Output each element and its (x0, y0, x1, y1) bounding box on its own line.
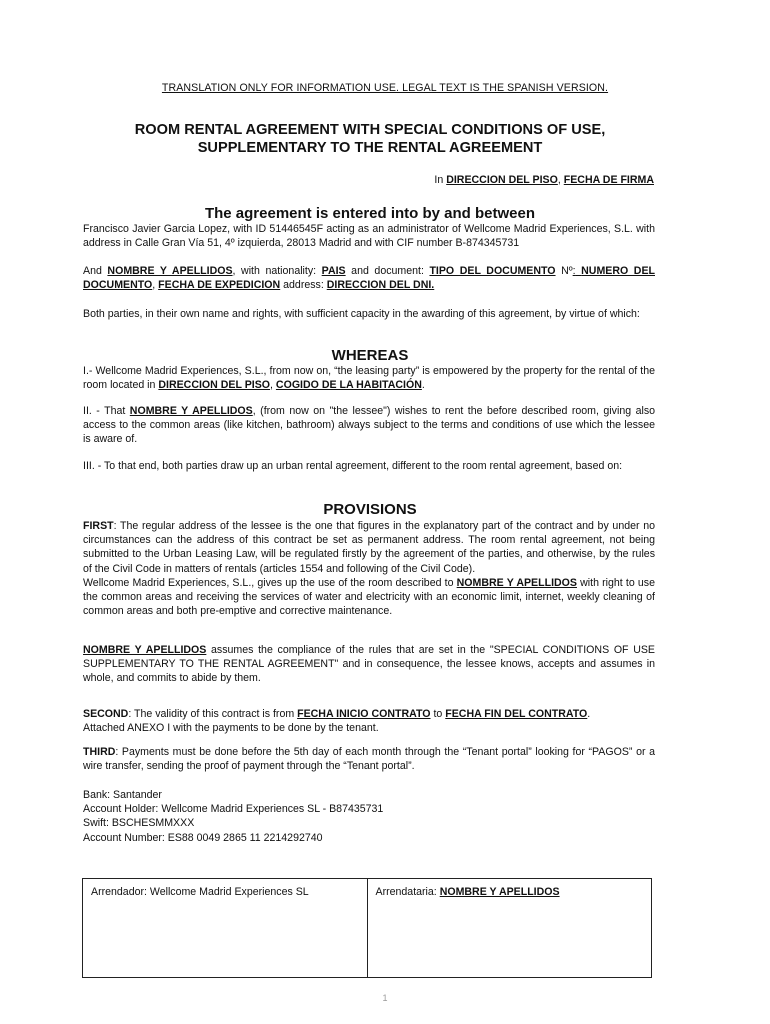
text: with right to use the common areas and receiving the services of water and electricity with an economic limit, internet, weekly cleaning of common areas and both pre-emptive and corrective maintenance. (83, 576, 655, 618)
whereas-heading: WHEREAS (331, 347, 409, 364)
whereas-2 (83, 404, 655, 447)
provision-second (83, 707, 655, 735)
lessor-signature-box[interactable] (83, 879, 368, 978)
place-separator: , (557, 174, 564, 186)
rules-paragraph (83, 643, 655, 686)
contract-end-field: FECHA FIN DEL CONTRATO (445, 708, 588, 720)
bank-details (83, 788, 655, 845)
title-line-1: ROOM RENTAL AGREEMENT WITH SPECIAL CONDITIONS OF USE, (134, 122, 606, 138)
text: , (152, 279, 159, 292)
document-number-field: NUMERO DEL DOCUMENTO (83, 265, 655, 292)
lessee-name-field: NOMBRE Y APELLIDOS (439, 886, 560, 898)
account-holder: Account Holder: Wellcome Madrid Experiences SL - B87435731 (83, 803, 384, 816)
text: II. - That (83, 405, 130, 417)
provision-third (83, 745, 655, 773)
text: . (421, 379, 425, 392)
text: I.- Wellcome Madrid Experiences, S.L., from now on, “the leasing party” is empowered by the property for the rental of the room located in (83, 365, 655, 392)
contract-start-field: FECHA INICIO CONTRATO (297, 708, 431, 720)
agreement-heading: The agreement is entered into by and between (204, 205, 536, 222)
second-clause (83, 707, 655, 721)
provisions-heading: PROVISIONS (323, 501, 417, 518)
text: And (83, 265, 108, 277)
lessee-name-field: NOMBRE Y APELLIDOS (129, 405, 253, 417)
administrator-paragraph: Francisco Javier Garcia Lopez, with ID 51446545F acting as an administrator of Wellcome Madrid Experiences, S.L. with address in Calle Gran Vía 51, 4º izquierda, 28013 Madrid and with CIF number B-874345731 (83, 223, 655, 250)
text: , (from now on "the lessee") wishes to rent the before described room, giving also access to the common areas (like kitchen, bathroom) always subject to the terms and conditions of use which the lessee is aware of. (83, 405, 656, 446)
bank-name: Bank: Santander (83, 789, 162, 801)
text: : The regular address of the lessee is the one that figures in the explanatory part of the contract and by under no circumstances can the address of this contract be set as permanent address. The room rental agreement, not being submitted to the Urban Leasing Law, will be regulated firstly by the agreement of the parties, and otherwise, by the rules of the Civil Code in matters of rentals (articles 1554 and following of the Civil Code). (83, 520, 655, 575)
whereas-3: III. - To that end, both parties draw up an urban rental agreement, different to the room rental agreement, based on: (83, 460, 623, 472)
title-line-2: SUPPLEMENTARY TO THE RENTAL AGREEMENT (197, 140, 543, 156)
text: Nº (555, 265, 573, 277)
text: to (430, 708, 446, 720)
lessee-label: Arrendataria: (375, 886, 440, 898)
text: : Payments must be done before the 5th day of each month through the “Tenant portal” looking for “PAGOS” or a wire transfer, sending the proof of payment through the “Tenant portal”. (83, 746, 655, 773)
text: , (270, 379, 276, 392)
document-type-field: TIPO DEL DOCUMENTO (429, 265, 556, 277)
translation-notice: TRANSLATION ONLY FOR INFORMATION USE. LEGAL TEXT IS THE SPANISH VERSION. (161, 82, 609, 94)
lessee-signature-box[interactable] (367, 879, 652, 978)
flat-address-field: DIRECCION DEL PISO (158, 379, 271, 392)
first-label: FIRST (83, 520, 114, 532)
place-date-line (434, 174, 654, 186)
issue-date-field: FECHA DE EXPEDICION (158, 279, 281, 292)
lessee-name-field: NOMBRE Y APELLIDOS (83, 644, 207, 656)
text: . (587, 708, 591, 720)
annex-line: Attached ANEXO I with the payments to be done by the tenant. (83, 722, 379, 735)
lessee-name-field: NOMBRE Y APELLIDOS (107, 265, 233, 277)
document-title (60, 121, 680, 157)
first-clause (83, 519, 655, 576)
id-address-field: DIRECCION DEL DNI. (326, 279, 435, 292)
lessee-name-field: NOMBRE Y APELLIDOS (456, 576, 577, 589)
third-label: THIRD (83, 746, 116, 758)
whereas-1 (83, 364, 655, 392)
text: assumes the compliance of the rules that are set in the "SPECIAL CONDITIONS OF USE SUPPLEMENTARY TO THE RENTAL AGREEMENT" and in consequence, the lessee knows, accepts and assumes in whole, and commits to abide by them. (83, 644, 655, 685)
place-prefix: In (434, 174, 447, 186)
room-code-field: COGIDO DE LA HABITACIÓN (275, 379, 422, 392)
signature-table (82, 878, 652, 978)
signing-date-field: FECHA DE FIRMA (563, 174, 654, 186)
account-number: Account Number: ES88 0049 2865 11 2214292740 (83, 831, 323, 844)
place-address-field: DIRECCION DEL PISO (446, 174, 558, 186)
text: address: (280, 279, 327, 292)
first-clause-continued (83, 576, 655, 619)
provision-first (83, 519, 655, 618)
lessor-label: Arrendador: Wellcome Madrid Experiences SL (91, 886, 309, 898)
parties-paragraph: Both parties, in their own name and rights, with sufficient capacity in the awarding of this agreement, by virtue of which: (83, 308, 640, 320)
swift-code: Swift: BSCHESMMXXX (83, 817, 195, 830)
text: , with nationality: (232, 265, 322, 277)
second-label: SECOND (83, 708, 129, 720)
text: and document: (345, 265, 430, 277)
lessee-identity-paragraph (83, 264, 655, 292)
text: : The validity of this contract is from (128, 708, 298, 720)
text: : (572, 265, 576, 277)
nationality-field: PAIS (321, 265, 346, 277)
text: Wellcome Madrid Experiences, S.L., gives up the use of the room described to (83, 576, 457, 589)
page-number: 1 (382, 993, 388, 1003)
